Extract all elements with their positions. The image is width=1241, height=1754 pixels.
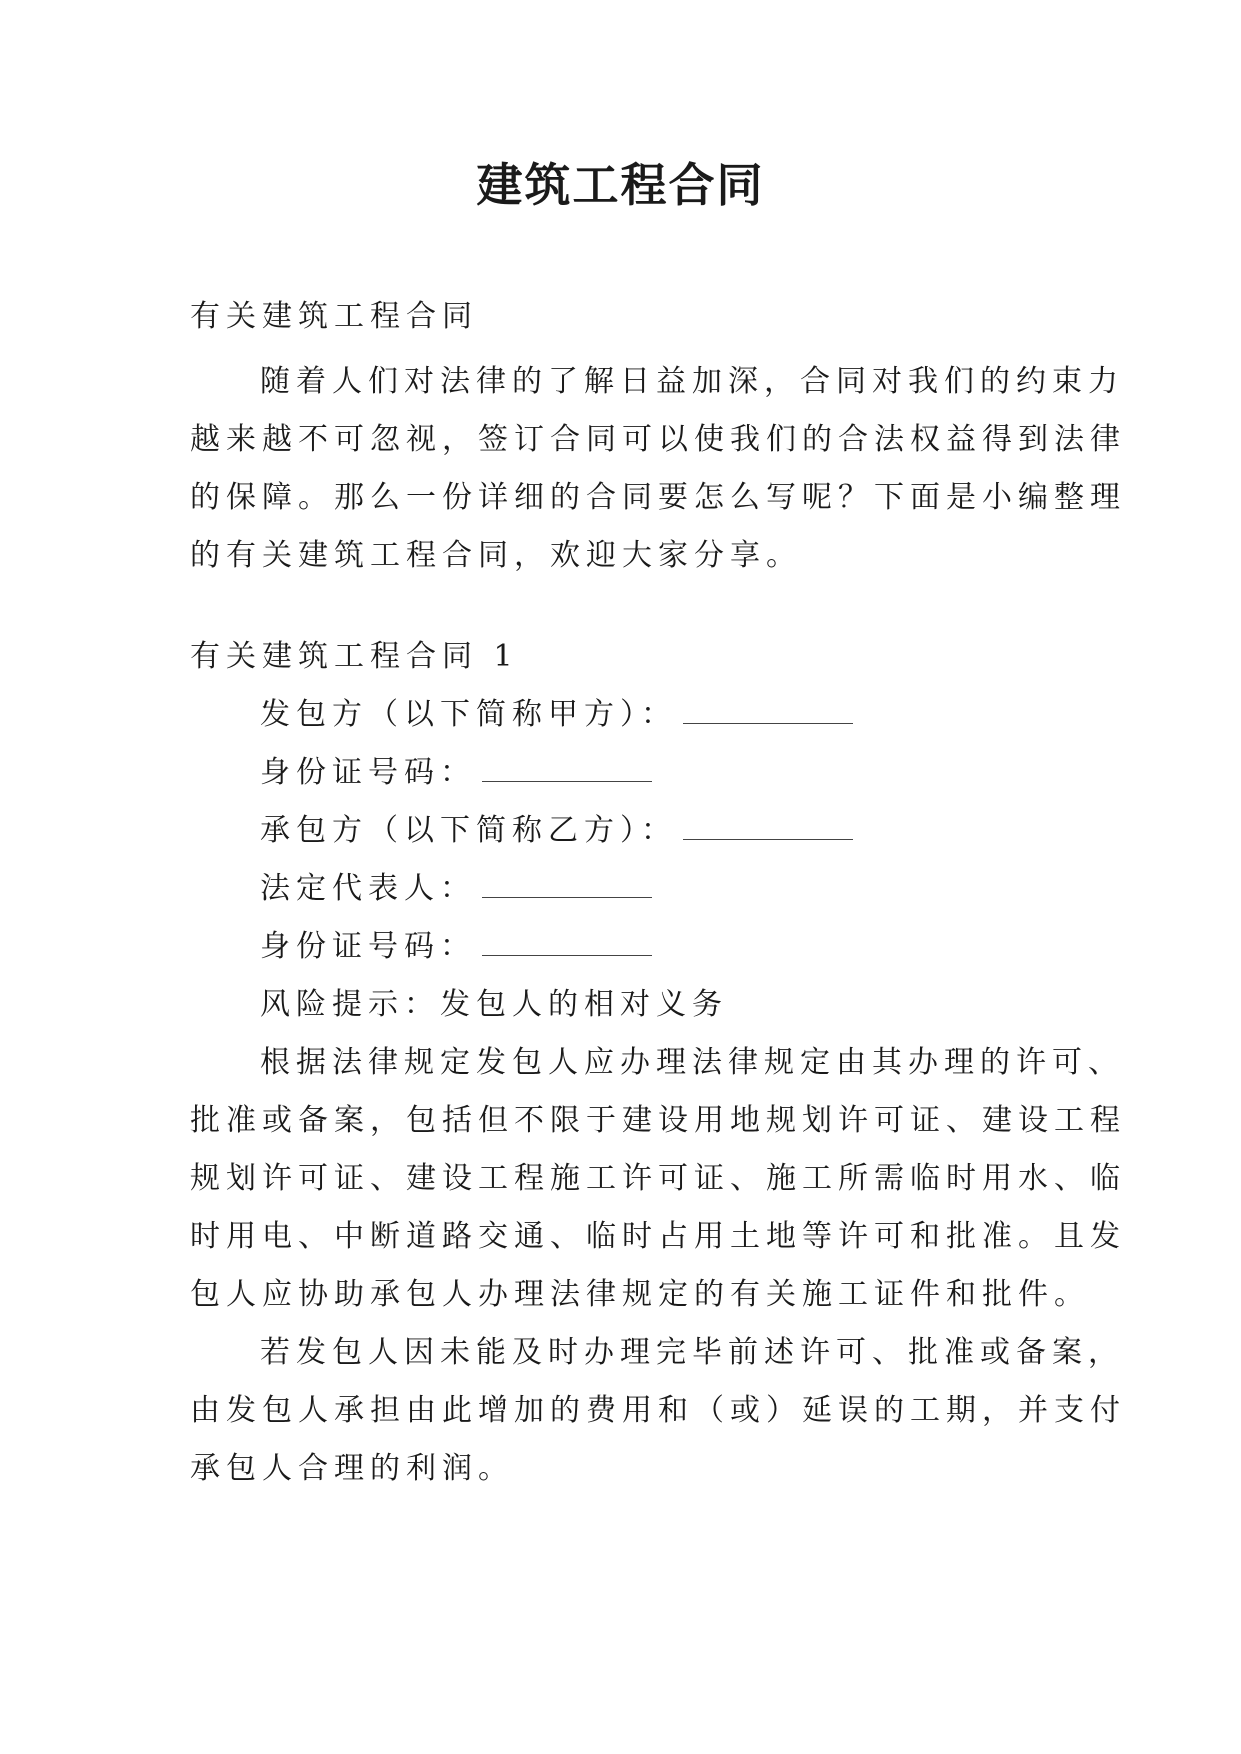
party-b-id-field <box>190 918 1090 976</box>
field-label: 法定代表人： <box>260 871 476 906</box>
subtitle-text: 有关建筑工程合同 <box>190 299 478 334</box>
para1-line: 规划许可证、建设工程施工许可证、施工所需临时用水、临 <box>190 1161 1126 1196</box>
party-a-field <box>190 686 1090 744</box>
risk-heading: 风险提示：发包人的相对义务 <box>260 987 728 1022</box>
blank-line[interactable] <box>683 699 853 724</box>
para2-line: 由发包人承担由此增加的费用和（或）延误的工期，并支付 <box>190 1393 1126 1428</box>
para2-line: 承包人合理的利润。 <box>190 1451 514 1486</box>
section-heading: 有关建筑工程合同 1 <box>190 639 519 674</box>
para1-line: 批准或备案，包括但不限于建设用地规划许可证、建设工程 <box>190 1103 1126 1138</box>
legal-representative-field <box>190 860 1090 918</box>
field-label: 身份证号码： <box>260 929 476 964</box>
field-label: 承包方（以下简称乙方）： <box>260 813 677 848</box>
intro-paragraph <box>190 353 1126 585</box>
document-subtitle <box>190 288 1070 346</box>
contract-section <box>190 628 1126 1498</box>
para2-line: 若发包人因未能及时办理完毕前述许可、批准或备案， <box>260 1335 1124 1370</box>
blank-line[interactable] <box>482 757 652 782</box>
para1-line: 包人应协助承包人办理法律规定的有关施工证件和批件。 <box>190 1277 1090 1312</box>
party-a-id-field <box>190 744 1090 802</box>
blank-line[interactable] <box>482 873 652 898</box>
blank-line[interactable] <box>683 815 853 840</box>
field-label: 发包方（以下简称甲方）： <box>260 697 677 732</box>
para1-line: 时用电、中断道路交通、临时占用土地等许可和批准。且发 <box>190 1219 1126 1254</box>
field-label: 身份证号码： <box>260 755 476 790</box>
para1-line: 根据法律规定发包人应办理法律规定由其办理的许可、 <box>260 1045 1124 1080</box>
intro-line: 的保障。那么一份详细的合同要怎么写呢？下面是小编整理 <box>190 480 1126 515</box>
party-b-field <box>190 802 1090 860</box>
blank-line[interactable] <box>482 931 652 956</box>
intro-line: 的有关建筑工程合同，欢迎大家分享。 <box>190 538 802 573</box>
intro-line: 随着人们对法律的了解日益加深，合同对我们的约束力 <box>260 364 1124 399</box>
intro-line: 越来越不可忽视，签订合同可以使我们的合法权益得到法律 <box>190 422 1126 457</box>
document-title: 建筑工程合同 <box>476 158 765 212</box>
